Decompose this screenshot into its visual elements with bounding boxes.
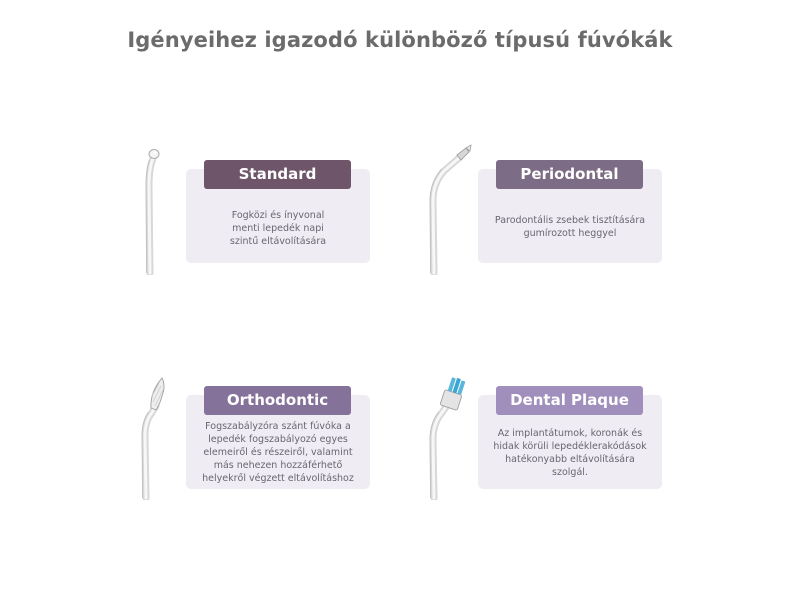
nozzle-card-orthodontic bbox=[186, 391, 370, 489]
nozzle-card-periodontal bbox=[478, 165, 662, 263]
nozzle-name-periodontal: Periodontal bbox=[496, 160, 643, 189]
nozzle-description-standard: Fogközi és ínyvonal menti lepedék napi szintű eltávolítására bbox=[229, 210, 327, 247]
nozzle-card-standard bbox=[186, 165, 370, 263]
orthodontic-nozzle-icon bbox=[128, 372, 176, 500]
page-title: Igényeihez igazodó különböző típusú fúvókák bbox=[127, 28, 673, 52]
nozzle-description-dental-plaque: Az implantátumok, koronák és hidak körüli lepedéklerakódások hatékonyabb eltávolítására szolgál. bbox=[493, 428, 647, 478]
nozzle-description-periodontal: Parodontális zsebek tisztítására gumírozott heggyel bbox=[494, 215, 646, 239]
nozzle-name-dental-plaque: Dental Plaque bbox=[496, 386, 643, 415]
nozzle-description-orthodontic: Fogszabályzóra szánt fúvóka a lepedék fogszabályozó egyes elemeiről és részeiről, valamint más nehezen hozzáférhető helyekről végzett eltávolításhoz bbox=[202, 421, 354, 484]
standard-nozzle-icon bbox=[128, 143, 168, 275]
nozzle-name-standard: Standard bbox=[204, 160, 351, 189]
periodontal-nozzle-icon bbox=[414, 143, 478, 275]
nozzle-card-dental-plaque bbox=[478, 391, 662, 489]
nozzle-name-orthodontic: Orthodontic bbox=[204, 386, 351, 415]
dental-plaque-nozzle-icon bbox=[414, 372, 478, 500]
